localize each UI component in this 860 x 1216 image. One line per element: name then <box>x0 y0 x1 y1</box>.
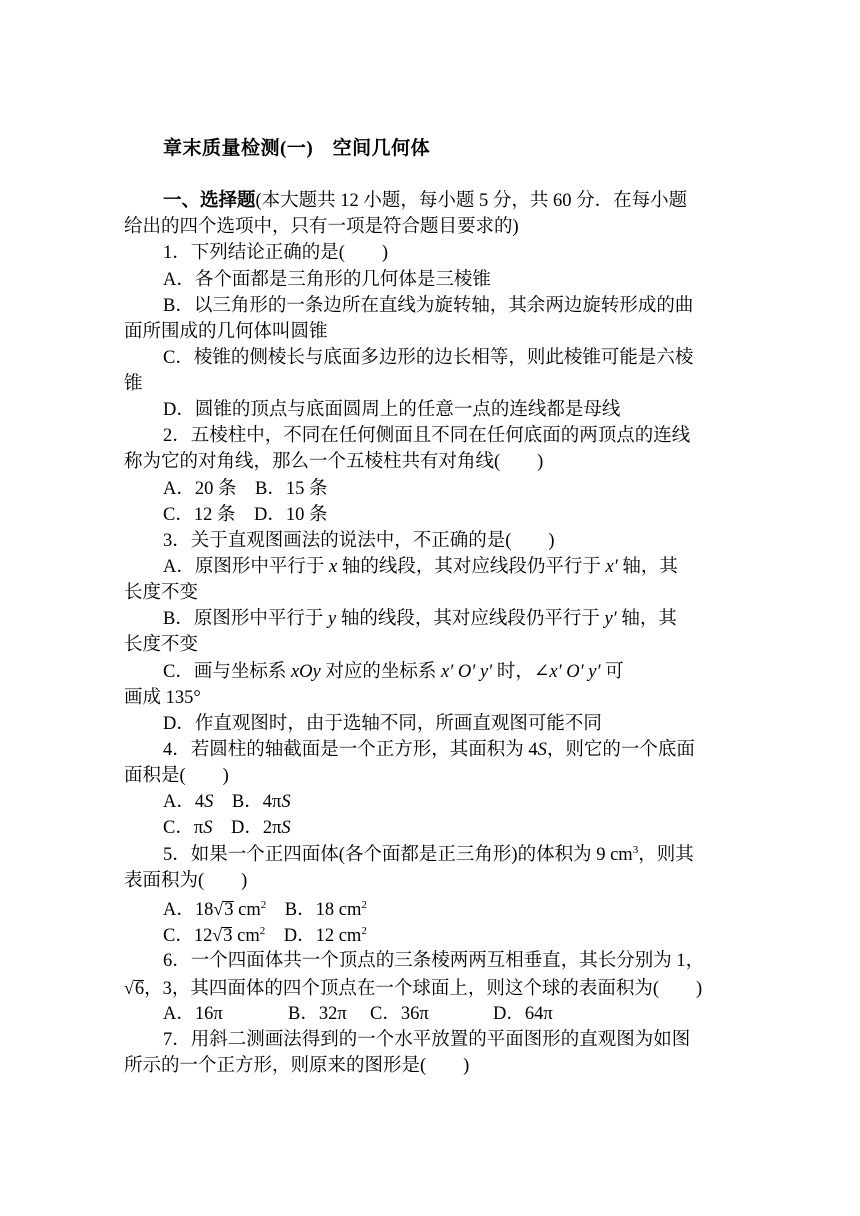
question-6-options <box>163 1002 553 1026</box>
question-6-stem-line-2 <box>124 976 702 1001</box>
sqrt-symbol: √ <box>213 899 224 919</box>
q3-a-variable-2: x′ <box>605 557 618 577</box>
question-1-option-b-line-2: 面所围成的几何体叫圆锥 <box>124 322 328 342</box>
page-title: 章末质量检测(一) 空间几何体 <box>163 138 431 159</box>
q4-option-a: A．4 <box>163 792 205 812</box>
q3-b-variable-2: y′ <box>604 609 617 629</box>
question-1-option-c-line-2: 锥 <box>124 374 143 394</box>
question-3-option-a-line-1 <box>163 555 678 579</box>
question-3-stem: 3．关于直观图画法的说法中，不正确的是( ) <box>163 531 555 551</box>
question-3-option-c-line-2: 画成 135° <box>124 688 201 708</box>
q3-c-text-post: 可 <box>600 662 624 682</box>
q5-option-c-superscript: 2 <box>259 925 266 937</box>
q3-b-text-post: 轴，其 <box>616 609 677 629</box>
question-1-option-d: D．圆锥的顶点与底面圆周上的任意一点的连线都是母线 <box>163 400 621 420</box>
q4-option-d: D．2π <box>230 818 282 838</box>
q3-c-variable-3: x′ O′ y′ <box>549 662 601 682</box>
q6-radicand: 6 <box>134 979 145 999</box>
question-5-stem-line-1 <box>163 843 694 867</box>
q6-option-a: A．16π <box>163 1004 223 1024</box>
question-1-option-a: A．各个面都是三角形的几何体是三棱锥 <box>163 270 491 290</box>
question-3-option-a-line-2: 长度不变 <box>124 583 199 603</box>
question-1-option-c-line-1: C．棱锥的侧棱长与底面多边形的边长相等，则此棱锥可能是六棱 <box>163 348 694 368</box>
q6-option-d: D．64π <box>493 1004 553 1024</box>
q3-a-text: A．原图形中平行于 <box>163 557 329 577</box>
question-5-options-line-1 <box>163 897 367 922</box>
q5-option-a-superscript: 2 <box>260 899 267 911</box>
section-intro-line-2: 给出的四个选项中，只有一项是符合题目要求的) <box>124 217 519 237</box>
q5-option-d-superscript: 2 <box>361 925 367 937</box>
question-1-stem: 1．下列结论正确的是( ) <box>163 243 389 263</box>
q5-stem-text: 5．如果一个正四面体(各个面都是正三角形)的体积为 9 cm <box>163 845 633 865</box>
q4-option-b: B．4π <box>231 792 282 812</box>
question-1-option-b-line-1: B．以三角形的一条边所在直线为旋转轴，其余两边旋转形成的曲 <box>163 296 694 316</box>
section-intro-line-1 <box>163 189 687 213</box>
question-2-stem-line-1: 2．五棱柱中，不同在任何侧面且不同在任何底面的两顶点的连线 <box>163 426 691 446</box>
q5-stem-superscript: 3 <box>632 844 639 856</box>
question-3-option-b-line-2: 长度不变 <box>124 635 199 655</box>
question-5-stem-line-2: 表面积为( ) <box>124 871 248 891</box>
q4-option-b-var: S <box>281 792 291 812</box>
q3-b-text: B．原图形中平行于 <box>163 609 328 629</box>
q3-a-text-post: 轴，其 <box>617 557 678 577</box>
question-2-options-line-1: A．20 条 B．15 条 <box>163 479 328 499</box>
q3-c-text-mid-2: 时，∠ <box>492 662 550 682</box>
q4-stem-variable: S <box>537 740 547 760</box>
q3-a-text-mid: 轴的线段，其对应线段仍平行于 <box>337 557 606 577</box>
q4-option-c-var: S <box>203 818 213 838</box>
section-heading: 一、选择题 <box>163 191 256 211</box>
question-3-option-c-line-1 <box>163 660 624 684</box>
question-7-stem-line-2: 所示的一个正方形，则原来的图形是( ) <box>124 1056 470 1076</box>
q5-option-a: A．18 <box>163 900 214 920</box>
question-4-options-line-1 <box>163 790 291 814</box>
sqrt-symbol: √ <box>212 925 223 945</box>
q5-option-d: D．12 cm <box>283 926 362 946</box>
section-intro-text: (本大题共 12 小题，每小题 5 分，共 60 分．在每小题 <box>255 191 688 211</box>
q5-option-a-unit: cm <box>233 900 261 920</box>
q5-option-c-radicand: 3 <box>223 926 233 946</box>
q5-option-a-radicand: 3 <box>224 900 234 920</box>
question-3-option-d: D．作直观图时，由于选轴不同，所画直观图可能不同 <box>163 714 602 734</box>
q6-stem-text: ，3，其四面体的四个顶点在一个球面上，则这个球的表面积为( ) <box>144 979 703 999</box>
q4-option-a-var: S <box>204 792 214 812</box>
q3-a-variable: x <box>329 557 338 577</box>
sqrt-symbol: √ <box>124 978 134 998</box>
q3-b-text-mid: 轴的线段，其对应线段仍平行于 <box>336 609 605 629</box>
question-5-options-line-2 <box>163 923 367 948</box>
question-6-stem-line-1: 6．一个四面体共一个顶点的三条棱两两互相垂直，其长分别为 1， <box>163 951 705 971</box>
q5-stem-text-post: ，则其 <box>638 845 694 865</box>
q3-c-variable-2: x′ O′ y′ <box>441 662 493 682</box>
question-4-stem-line-2: 面积是( ) <box>124 766 229 786</box>
q4-option-d-var: S <box>281 818 291 838</box>
q5-option-c: C．12 <box>163 926 213 946</box>
q6-option-c: C．36π <box>370 1004 429 1024</box>
q5-option-b: B．18 cm <box>284 900 362 920</box>
question-3-option-b-line-1 <box>163 607 677 631</box>
question-4-options-line-2 <box>163 816 291 840</box>
q5-option-c-unit: cm <box>232 926 260 946</box>
question-4-stem-line-1 <box>163 738 695 762</box>
question-2-stem-line-2: 称为它的对角线，那么一个五棱柱共有对角线( ) <box>124 452 544 472</box>
q4-stem-text-post: ，则它的一个底面 <box>546 740 695 760</box>
q4-stem-text: 4．若圆柱的轴截面是一个正方形，其面积为 4 <box>163 740 538 760</box>
q6-option-b: B．32π <box>288 1004 347 1024</box>
q4-option-c: C．π <box>163 818 204 838</box>
q3-b-variable: y <box>327 609 337 629</box>
q3-c-text: C．画与坐标系 <box>163 662 291 682</box>
q3-c-variable: xOy <box>290 662 321 682</box>
q3-c-text-mid: 对应的坐标系 <box>320 662 442 682</box>
question-2-options-line-2: C．12 条 D．10 条 <box>163 505 328 525</box>
q5-option-b-superscript: 2 <box>361 899 367 911</box>
question-7-stem-line-1: 7．用斜二测画法得到的一个水平放置的平面图形的直观图为如图 <box>163 1030 691 1050</box>
